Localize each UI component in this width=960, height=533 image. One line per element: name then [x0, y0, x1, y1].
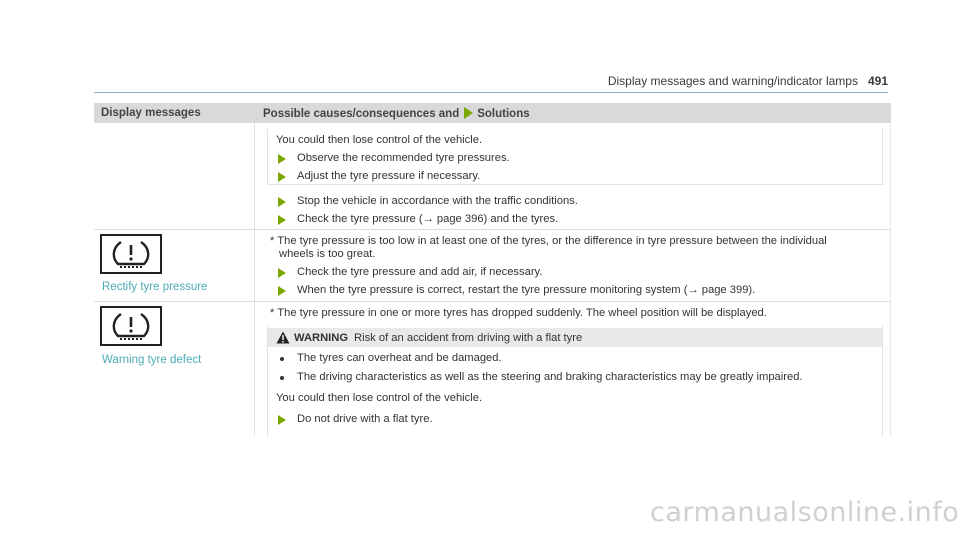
header-text: [608, 74, 888, 88]
bullet-driving-characteristics: The driving characteristics as well as the steering and braking characteristics may be greatly impaired.: [297, 371, 803, 383]
arrow-right-icon: [464, 107, 473, 119]
warning-title: WARNING: [294, 332, 349, 344]
header-rule: [94, 92, 888, 93]
warning-triangle-icon: [276, 331, 290, 344]
cause-text-line-1: * The tyre pressure is too low in at least one of the tyres, or the difference in tyre pressure between the individual: [270, 235, 827, 247]
cause-text: * The tyre pressure in one or more tyres has dropped suddenly. The wheel position will be displayed.: [270, 307, 767, 319]
arrow-right-icon: [278, 154, 286, 164]
watermark: carmanualsonline.info: [650, 497, 960, 528]
box-step-2: Adjust the tyre pressure if necessary.: [297, 170, 481, 182]
page-header: [94, 70, 888, 90]
warning-text: Risk of an accident from driving with a flat tyre: [354, 332, 583, 344]
step-do-not-drive: Do not drive with a flat tyre.: [297, 413, 433, 425]
box-text: You could then lose control of the vehicle.: [276, 134, 483, 146]
box-step-1: Observe the recommended tyre pressures.: [297, 152, 510, 164]
step-check-tyre-pressure: Check the tyre pressure (→ page 396) and the tyres.: [297, 213, 559, 225]
bullet-overheat: The tyres can overheat and be damaged.: [297, 352, 502, 364]
cause-text-line-2: wheels is too great.: [279, 248, 376, 260]
section-title: Display messages and warning/indicator lamps: [607, 74, 858, 88]
row-divider: [94, 301, 891, 302]
arrow-right-icon: [278, 215, 286, 225]
arrow-right-icon: [278, 286, 286, 296]
tyre-pressure-warning-icon: [100, 306, 162, 346]
rectify-tyre-pressure-label: Rectify tyre pressure: [102, 281, 208, 293]
bullet: [280, 376, 284, 380]
col-header-causes: Possible causes/consequences and: [263, 108, 460, 120]
page-number: 491: [867, 74, 888, 88]
bullet: [280, 357, 284, 361]
tyre-pressure-warning-icon: [100, 234, 162, 274]
step-add-air: Check the tyre pressure and add air, if necessary.: [297, 266, 543, 278]
arrow-right-icon: [278, 172, 286, 182]
col-header-display-messages: Display messages: [101, 107, 201, 119]
step-stop-vehicle: Stop the vehicle in accordance with the traffic conditions.: [297, 195, 578, 207]
table-right-border: [890, 123, 891, 436]
arrow-right-icon: [278, 268, 286, 278]
warning-tyre-defect-label: Warning tyre defect: [102, 354, 202, 366]
arrow-right-icon: [278, 415, 286, 425]
row-divider: [94, 229, 891, 230]
col-header-causes-solutions: [263, 107, 530, 120]
arrow-right-icon: [278, 197, 286, 207]
display-messages-table: [94, 103, 891, 436]
note-lose-control: You could then lose control of the vehicle.: [276, 392, 483, 404]
step-restart-monitoring: When the tyre pressure is correct, restart the tyre pressure monitoring system (→ page 399).: [297, 284, 756, 296]
table-header: [94, 103, 891, 123]
column-divider: [254, 123, 255, 436]
col-header-solutions: Solutions: [477, 108, 530, 120]
